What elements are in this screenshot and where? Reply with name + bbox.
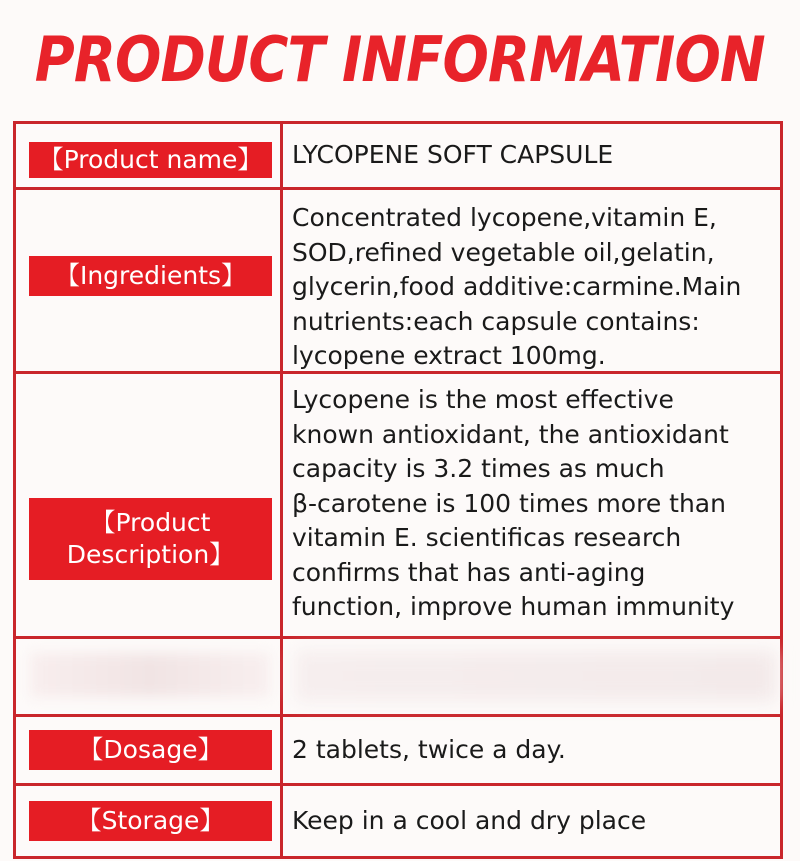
column-divider [280, 786, 283, 856]
column-divider [280, 639, 283, 714]
header [0, 0, 800, 120]
product-info-table [13, 121, 783, 859]
value-ingredients [292, 201, 777, 371]
value-storage-text: Keep in a cool and dry place [292, 805, 647, 835]
table-row-dosage [16, 717, 780, 786]
value-product-name-text: LYCOPENE SOFT CAPSULE [292, 140, 614, 170]
table-row-description [16, 374, 780, 639]
label-dosage: 【Dosage】 [29, 730, 272, 770]
description-line: vitamin E. scientificas research [292, 523, 682, 552]
description-line: capacity is 3.2 times as much [292, 454, 665, 483]
description-line: Lycopene is the most effective [292, 385, 674, 414]
page-title: PRODUCT INFORMATION [35, 23, 766, 96]
redacted-value [296, 651, 776, 701]
table-row-storage [16, 786, 780, 856]
column-divider [280, 374, 283, 636]
ingredients-line: SOD,refined vegetable oil,gelatin, [292, 237, 715, 267]
ingredients-line: nutrients:each capsule contains: [292, 306, 700, 336]
redacted-label [30, 653, 270, 697]
table-row-ingredients [16, 190, 780, 374]
label-storage: 【Storage】 [29, 801, 272, 841]
description-line: β-carotene is 100 times more than [292, 488, 726, 518]
value-description [292, 383, 777, 633]
column-divider [280, 717, 283, 783]
table-row-redacted [16, 639, 780, 717]
label-description-line: Description】 [66, 540, 235, 569]
table-row-product-name [16, 124, 780, 190]
column-divider [280, 124, 283, 187]
description-line: confirms that has anti-aging [292, 557, 646, 587]
label-description [29, 498, 272, 580]
column-divider [280, 190, 283, 371]
ingredients-line: glycerin,food additive:carmine.Main [292, 272, 742, 301]
value-product-name [292, 124, 777, 187]
description-line: function, improve human immunity [292, 592, 735, 621]
value-storage [292, 786, 777, 856]
description-line: known antioxidant, the antioxidant [292, 419, 729, 449]
ingredients-line: lycopene extract 100mg. [292, 341, 606, 370]
value-dosage [292, 717, 777, 783]
label-ingredients: 【Ingredients】 [29, 256, 272, 296]
label-description-line: 【Product [90, 508, 211, 537]
value-dosage-text: 2 tablets, twice a day. [292, 734, 566, 764]
ingredients-line: Concentrated lycopene,vitamin E, [292, 203, 717, 232]
label-product-name: 【Product name】 [29, 142, 272, 178]
